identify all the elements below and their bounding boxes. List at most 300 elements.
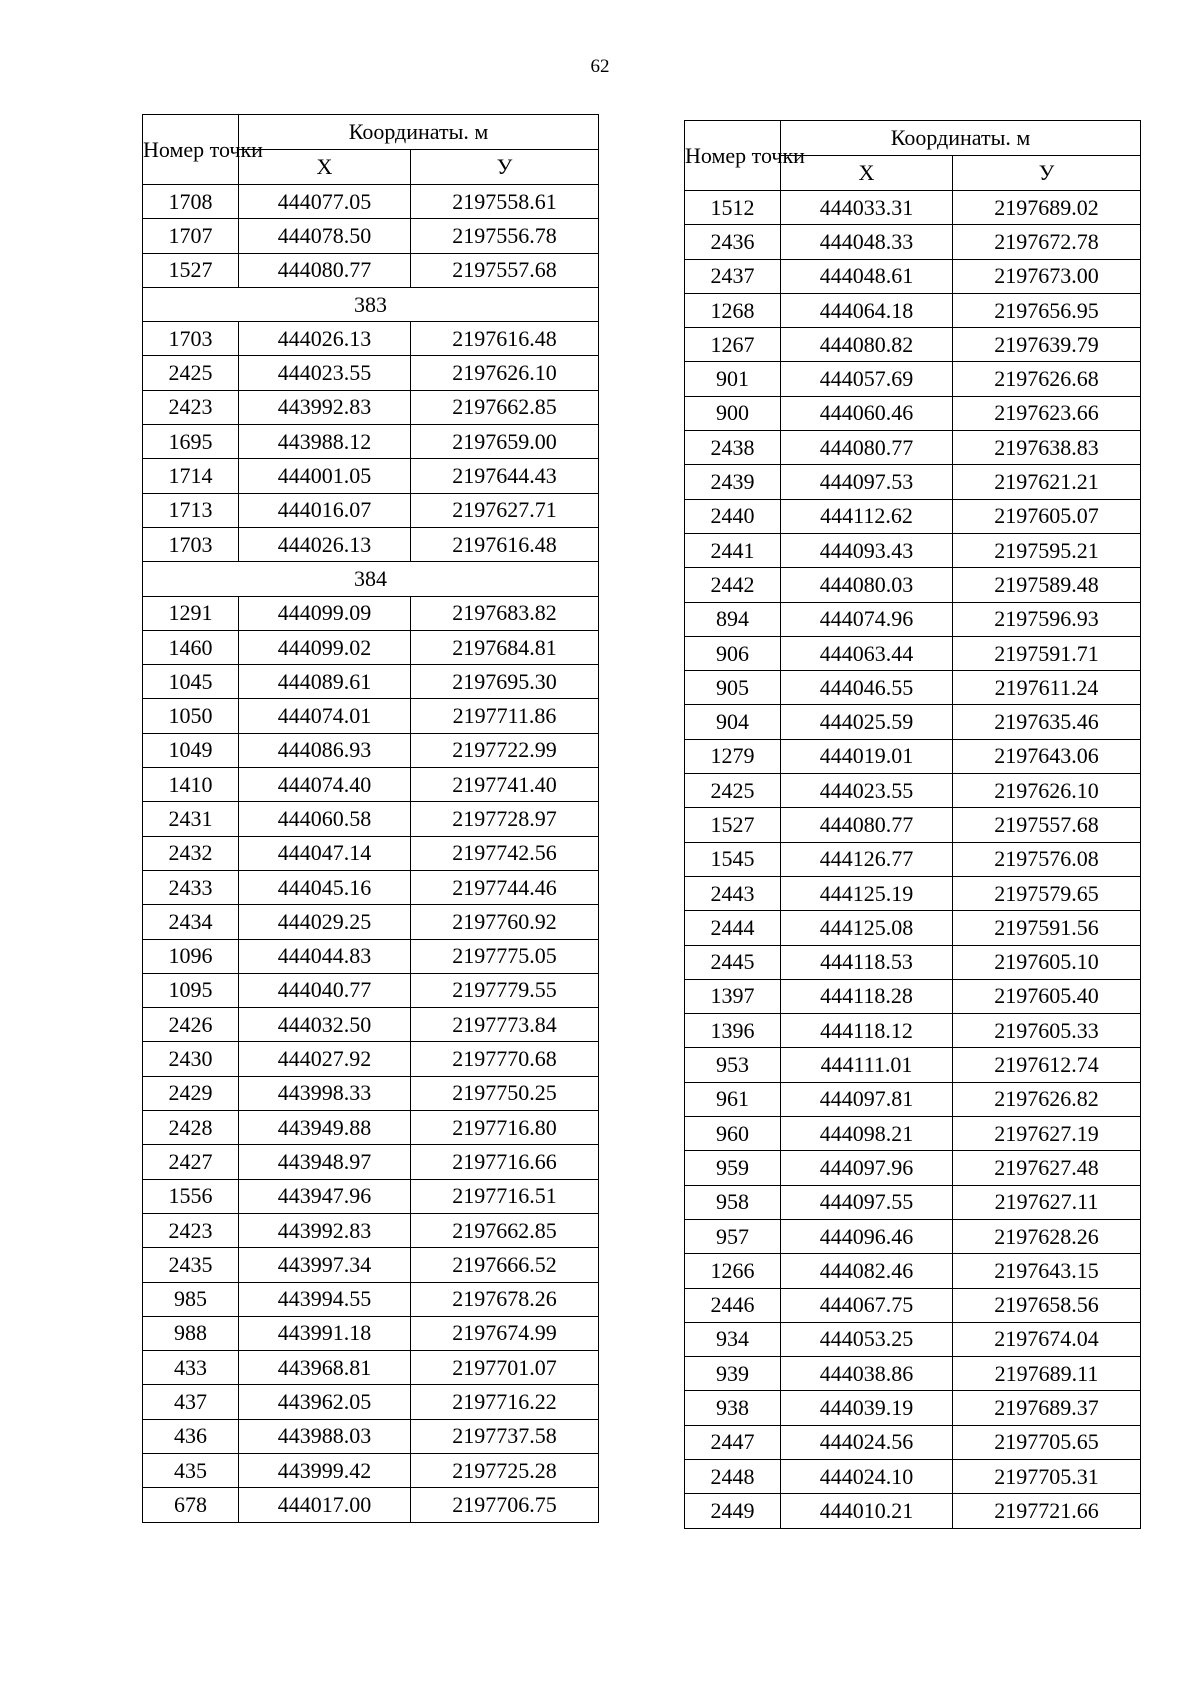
point-number-cell: 1714 [143,459,239,493]
x-coordinate-cell: 444026.13 [239,527,411,561]
y-coordinate-cell: 2197612.74 [953,1048,1141,1082]
x-coordinate-cell: 444001.05 [239,459,411,493]
table-row [685,739,1141,773]
x-coordinate-cell: 444099.09 [239,596,411,630]
table-row [143,1488,599,1522]
y-coordinate-cell: 2197557.68 [953,808,1141,842]
point-number-cell: 2425 [685,774,781,808]
x-coordinate-cell: 444038.86 [781,1357,953,1391]
point-number-cell: 2444 [685,911,781,945]
table-row [143,1419,599,1453]
y-header: У [953,156,1141,191]
x-coordinate-cell: 444125.08 [781,911,953,945]
y-coordinate-cell: 2197621.21 [953,465,1141,499]
x-coordinate-cell: 443992.83 [239,390,411,424]
table-row [143,802,599,836]
y-coordinate-cell: 2197643.15 [953,1254,1141,1288]
point-number-cell: 2441 [685,533,781,567]
y-coordinate-cell: 2197627.11 [953,1185,1141,1219]
page-number: 62 [590,56,610,77]
point-number-cell: 1527 [143,253,239,287]
table-row [685,671,1141,705]
table-row [143,596,599,630]
table-row [685,328,1141,362]
x-coordinate-cell: 443991.18 [239,1316,411,1350]
point-number-cell: 2446 [685,1288,781,1322]
x-coordinate-cell: 444118.12 [781,1014,953,1048]
y-coordinate-cell: 2197605.07 [953,499,1141,533]
table-row [685,1357,1141,1391]
table-row [685,499,1141,533]
table-row [685,979,1141,1013]
y-coordinate-cell: 2197779.55 [411,973,599,1007]
y-coordinate-cell: 2197662.85 [411,390,599,424]
x-coordinate-cell: 443948.97 [239,1145,411,1179]
point-number-cell: 678 [143,1488,239,1522]
table-row [143,493,599,527]
point-number-cell: 2431 [143,802,239,836]
x-coordinate-cell: 444048.33 [781,225,953,259]
y-coordinate-cell: 2197725.28 [411,1453,599,1487]
table-row [685,705,1141,739]
x-coordinate-cell: 444024.56 [781,1425,953,1459]
section-row [143,287,599,321]
x-coordinate-cell: 444118.28 [781,979,953,1013]
x-coordinate-cell: 443997.34 [239,1248,411,1282]
point-number-cell: 2437 [685,259,781,293]
table-row [143,1042,599,1076]
y-coordinate-cell: 2197716.51 [411,1179,599,1213]
y-coordinate-cell: 2197658.56 [953,1288,1141,1322]
table-row [685,1082,1141,1116]
point-number-cell: 2447 [685,1425,781,1459]
table-row [143,905,599,939]
x-coordinate-cell: 443947.96 [239,1179,411,1213]
x-coordinate-cell: 444032.50 [239,1008,411,1042]
y-coordinate-cell: 2197689.02 [953,191,1141,225]
table-row [143,699,599,733]
table-row [685,636,1141,670]
y-coordinate-cell: 2197589.48 [953,568,1141,602]
point-number-cell: 1707 [143,219,239,253]
point-number-cell: 961 [685,1082,781,1116]
x-coordinate-cell: 444126.77 [781,842,953,876]
y-coordinate-cell: 2197673.00 [953,259,1141,293]
y-coordinate-cell: 2197626.68 [953,362,1141,396]
point-number-cell: 901 [685,362,781,396]
x-coordinate-cell: 444045.16 [239,870,411,904]
table-row [685,1288,1141,1322]
table-row [685,362,1141,396]
y-coordinate-cell: 2197591.71 [953,636,1141,670]
point-number-cell: 2440 [685,499,781,533]
y-header: У [411,150,599,185]
table-row [143,665,599,699]
point-number-cell: 1396 [685,1014,781,1048]
table-row [685,602,1141,636]
x-coordinate-cell: 444112.62 [781,499,953,533]
table-row [685,533,1141,567]
point-number-cell: 2428 [143,1111,239,1145]
x-coordinate-cell: 444023.55 [781,774,953,808]
x-coordinate-cell: 444074.96 [781,602,953,636]
point-number-cell: 1397 [685,979,781,1013]
table-row [143,1385,599,1419]
point-number-cell: 904 [685,705,781,739]
x-coordinate-cell: 444033.31 [781,191,953,225]
y-coordinate-cell: 2197644.43 [411,459,599,493]
table-row [143,836,599,870]
y-coordinate-cell: 2197711.86 [411,699,599,733]
point-number-cell: 958 [685,1185,781,1219]
table-row [685,1391,1141,1425]
table-row [685,1459,1141,1493]
table-row [143,1453,599,1487]
point-number-cell: 1708 [143,185,239,219]
point-number-cell: 2433 [143,870,239,904]
point-number-cell: 2427 [143,1145,239,1179]
y-coordinate-cell: 2197579.65 [953,876,1141,910]
y-coordinate-cell: 2197705.65 [953,1425,1141,1459]
point-number-cell: 960 [685,1117,781,1151]
table-row [143,1008,599,1042]
point-number-cell: 905 [685,671,781,705]
point-number-cell: 2435 [143,1248,239,1282]
y-coordinate-cell: 2197689.37 [953,1391,1141,1425]
x-coordinate-cell: 444025.59 [781,705,953,739]
point-number-cell: 1703 [143,527,239,561]
x-coordinate-cell: 444019.01 [781,739,953,773]
table-row [143,390,599,424]
x-coordinate-cell: 444074.01 [239,699,411,733]
y-coordinate-cell: 2197639.79 [953,328,1141,362]
table-row [143,356,599,390]
y-coordinate-cell: 2197635.46 [953,705,1141,739]
y-coordinate-cell: 2197760.92 [411,905,599,939]
point-number-cell: 934 [685,1322,781,1356]
table-row [143,973,599,1007]
point-number-cell: 433 [143,1351,239,1385]
point-number-cell: 906 [685,636,781,670]
point-number-cell: 1050 [143,699,239,733]
table-row [143,322,599,356]
y-coordinate-cell: 2197695.30 [411,665,599,699]
x-coordinate-cell: 444053.25 [781,1322,953,1356]
y-coordinate-cell: 2197716.66 [411,1145,599,1179]
table-row [685,842,1141,876]
point-number-cell: 1460 [143,630,239,664]
y-coordinate-cell: 2197638.83 [953,431,1141,465]
point-number-cell: 1556 [143,1179,239,1213]
x-coordinate-cell: 443949.88 [239,1111,411,1145]
point-number-cell: 1268 [685,293,781,327]
table-row [143,1248,599,1282]
x-coordinate-cell: 444099.02 [239,630,411,664]
x-coordinate-cell: 444080.77 [781,808,953,842]
y-coordinate-cell: 2197626.82 [953,1082,1141,1116]
x-coordinate-cell: 444027.92 [239,1042,411,1076]
y-coordinate-cell: 2197721.66 [953,1494,1141,1528]
y-coordinate-cell: 2197591.56 [953,911,1141,945]
point-number-cell: 1703 [143,322,239,356]
y-coordinate-cell: 2197689.11 [953,1357,1141,1391]
y-coordinate-cell: 2197627.48 [953,1151,1141,1185]
point-number-cell: 1279 [685,739,781,773]
x-coordinate-cell: 444082.46 [781,1254,953,1288]
point-number-cell: 988 [143,1316,239,1350]
table-row [143,219,599,253]
point-number-cell: 1713 [143,493,239,527]
table-row [143,768,599,802]
y-coordinate-cell: 2197659.00 [411,425,599,459]
x-coordinate-cell: 443968.81 [239,1351,411,1385]
y-coordinate-cell: 2197750.25 [411,1076,599,1110]
x-coordinate-cell: 444046.55 [781,671,953,705]
point-number-cell: 2423 [143,1213,239,1247]
table-row [685,1322,1141,1356]
point-number-cell: 2438 [685,431,781,465]
table-row [685,1219,1141,1253]
table-row [143,1111,599,1145]
x-coordinate-cell: 444057.69 [781,362,953,396]
table-row [685,431,1141,465]
x-coordinate-cell: 444096.46 [781,1219,953,1253]
table-row [685,1425,1141,1459]
y-coordinate-cell: 2197773.84 [411,1008,599,1042]
table-row [685,911,1141,945]
point-number-cell: 1410 [143,768,239,802]
point-number-cell: 1049 [143,733,239,767]
table-row [685,1048,1141,1082]
point-number-cell: 2436 [685,225,781,259]
table-row [685,396,1141,430]
table-row [685,293,1141,327]
y-coordinate-cell: 2197737.58 [411,1419,599,1453]
y-coordinate-cell: 2197705.31 [953,1459,1141,1493]
x-coordinate-cell: 444029.25 [239,905,411,939]
table-row [685,568,1141,602]
y-coordinate-cell: 2197741.40 [411,768,599,802]
coordinates-body-left [143,185,599,1523]
y-coordinate-cell: 2197626.10 [953,774,1141,808]
point-number-cell: 900 [685,396,781,430]
y-coordinate-cell: 2197623.66 [953,396,1141,430]
table-row [685,945,1141,979]
table-row [685,1151,1141,1185]
table-row [685,259,1141,293]
table-row [143,1213,599,1247]
y-coordinate-cell: 2197656.95 [953,293,1141,327]
y-coordinate-cell: 2197605.40 [953,979,1141,1013]
table-row [685,225,1141,259]
table-row [143,253,599,287]
x-coordinate-cell: 444078.50 [239,219,411,253]
table-row [143,1179,599,1213]
point-number-cell: 2442 [685,568,781,602]
x-coordinate-cell: 443988.12 [239,425,411,459]
coordinates-table-right [684,120,1141,1529]
point-number-cell: 2448 [685,1459,781,1493]
x-coordinate-cell: 444089.61 [239,665,411,699]
x-coordinate-cell: 444097.53 [781,465,953,499]
y-coordinate-cell: 2197643.06 [953,739,1141,773]
y-coordinate-cell: 2197674.99 [411,1316,599,1350]
table-row [685,774,1141,808]
x-coordinate-cell: 444097.96 [781,1151,953,1185]
x-coordinate-cell: 444016.07 [239,493,411,527]
point-number-cell: 1291 [143,596,239,630]
y-coordinate-cell: 2197770.68 [411,1042,599,1076]
point-number-cell: 437 [143,1385,239,1419]
point-number-cell: 985 [143,1282,239,1316]
table-row [143,185,599,219]
y-coordinate-cell: 2197576.08 [953,842,1141,876]
y-coordinate-cell: 2197701.07 [411,1351,599,1385]
table-row [143,527,599,561]
y-coordinate-cell: 2197611.24 [953,671,1141,705]
y-coordinate-cell: 2197627.71 [411,493,599,527]
y-coordinate-cell: 2197674.04 [953,1322,1141,1356]
table-row [685,1014,1141,1048]
point-number-cell: 938 [685,1391,781,1425]
x-coordinate-cell: 444111.01 [781,1048,953,1082]
point-number-cell: 2445 [685,945,781,979]
y-coordinate-cell: 2197666.52 [411,1248,599,1282]
y-coordinate-cell: 2197605.10 [953,945,1141,979]
point-number-cell: 2439 [685,465,781,499]
point-number-cell: 1266 [685,1254,781,1288]
point-number-cell: 1267 [685,328,781,362]
table-row [143,459,599,493]
y-coordinate-cell: 2197558.61 [411,185,599,219]
table-row [143,1282,599,1316]
x-coordinate-cell: 443988.03 [239,1419,411,1453]
table-row [143,1351,599,1385]
x-header: X [239,150,411,185]
point-number-cell: 1527 [685,808,781,842]
y-coordinate-cell: 2197678.26 [411,1282,599,1316]
table-row [143,1316,599,1350]
point-number-cell: 2443 [685,876,781,910]
point-number-cell: 2434 [143,905,239,939]
table-row [143,425,599,459]
point-number-cell: 959 [685,1151,781,1185]
x-coordinate-cell: 444044.83 [239,939,411,973]
y-coordinate-cell: 2197744.46 [411,870,599,904]
table-row [143,939,599,973]
x-coordinate-cell: 444125.19 [781,876,953,910]
point-number-cell: 2449 [685,1494,781,1528]
coordinates-header: Координаты. м [781,121,1141,156]
point-number-cell: 435 [143,1453,239,1487]
y-coordinate-cell: 2197616.48 [411,322,599,356]
table-row [685,1117,1141,1151]
y-coordinate-cell: 2197775.05 [411,939,599,973]
x-coordinate-cell: 444080.03 [781,568,953,602]
point-number-cell: 1095 [143,973,239,1007]
y-coordinate-cell: 2197728.97 [411,802,599,836]
table-row [143,630,599,664]
point-number-cell: 2425 [143,356,239,390]
x-coordinate-cell: 444097.55 [781,1185,953,1219]
x-coordinate-cell: 444074.40 [239,768,411,802]
point-number-cell: 2423 [143,390,239,424]
y-coordinate-cell: 2197662.85 [411,1213,599,1247]
y-coordinate-cell: 2197605.33 [953,1014,1141,1048]
point-number-cell: 1512 [685,191,781,225]
coordinates-table-left [142,114,599,1523]
x-coordinate-cell: 444098.21 [781,1117,953,1151]
x-coordinate-cell: 444026.13 [239,322,411,356]
x-coordinate-cell: 443994.55 [239,1282,411,1316]
y-coordinate-cell: 2197557.68 [411,253,599,287]
table-row [143,733,599,767]
table-row [143,1076,599,1110]
x-coordinate-cell: 444047.14 [239,836,411,870]
x-coordinate-cell: 443999.42 [239,1453,411,1487]
point-number-cell: 1695 [143,425,239,459]
y-coordinate-cell: 2197716.22 [411,1385,599,1419]
table-row [143,870,599,904]
x-coordinate-cell: 444067.75 [781,1288,953,1322]
x-coordinate-cell: 443992.83 [239,1213,411,1247]
table-row [685,1185,1141,1219]
y-coordinate-cell: 2197596.93 [953,602,1141,636]
x-coordinate-cell: 444060.58 [239,802,411,836]
x-coordinate-cell: 444060.46 [781,396,953,430]
point-number-header: Номер точки [685,121,781,191]
point-number-cell: 1096 [143,939,239,973]
table-row [685,1254,1141,1288]
y-coordinate-cell: 2197628.26 [953,1219,1141,1253]
table-row [685,191,1141,225]
x-coordinate-cell: 444080.77 [239,253,411,287]
table-row [685,1494,1141,1528]
coordinates-body-right [685,191,1141,1529]
point-number-cell: 2432 [143,836,239,870]
section-row [143,562,599,596]
point-number-cell: 2430 [143,1042,239,1076]
x-coordinate-cell: 444064.18 [781,293,953,327]
x-coordinate-cell: 444118.53 [781,945,953,979]
point-number-cell: 436 [143,1419,239,1453]
y-coordinate-cell: 2197683.82 [411,596,599,630]
x-coordinate-cell: 444023.55 [239,356,411,390]
point-number-cell: 1545 [685,842,781,876]
y-coordinate-cell: 2197716.80 [411,1111,599,1145]
x-coordinate-cell: 444039.19 [781,1391,953,1425]
y-coordinate-cell: 2197556.78 [411,219,599,253]
table-row [143,1145,599,1179]
point-number-cell: 939 [685,1357,781,1391]
point-number-cell: 2429 [143,1076,239,1110]
x-coordinate-cell: 443962.05 [239,1385,411,1419]
x-coordinate-cell: 444048.61 [781,259,953,293]
table-row [685,876,1141,910]
x-coordinate-cell: 444097.81 [781,1082,953,1116]
x-coordinate-cell: 444040.77 [239,973,411,1007]
point-number-cell: 1045 [143,665,239,699]
x-coordinate-cell: 443998.33 [239,1076,411,1110]
y-coordinate-cell: 2197722.99 [411,733,599,767]
y-coordinate-cell: 2197627.19 [953,1117,1141,1151]
y-coordinate-cell: 2197595.21 [953,533,1141,567]
point-number-header: Номер точки [143,115,239,185]
y-coordinate-cell: 2197706.75 [411,1488,599,1522]
point-number-cell: 953 [685,1048,781,1082]
table-row [685,465,1141,499]
x-coordinate-cell: 444093.43 [781,533,953,567]
